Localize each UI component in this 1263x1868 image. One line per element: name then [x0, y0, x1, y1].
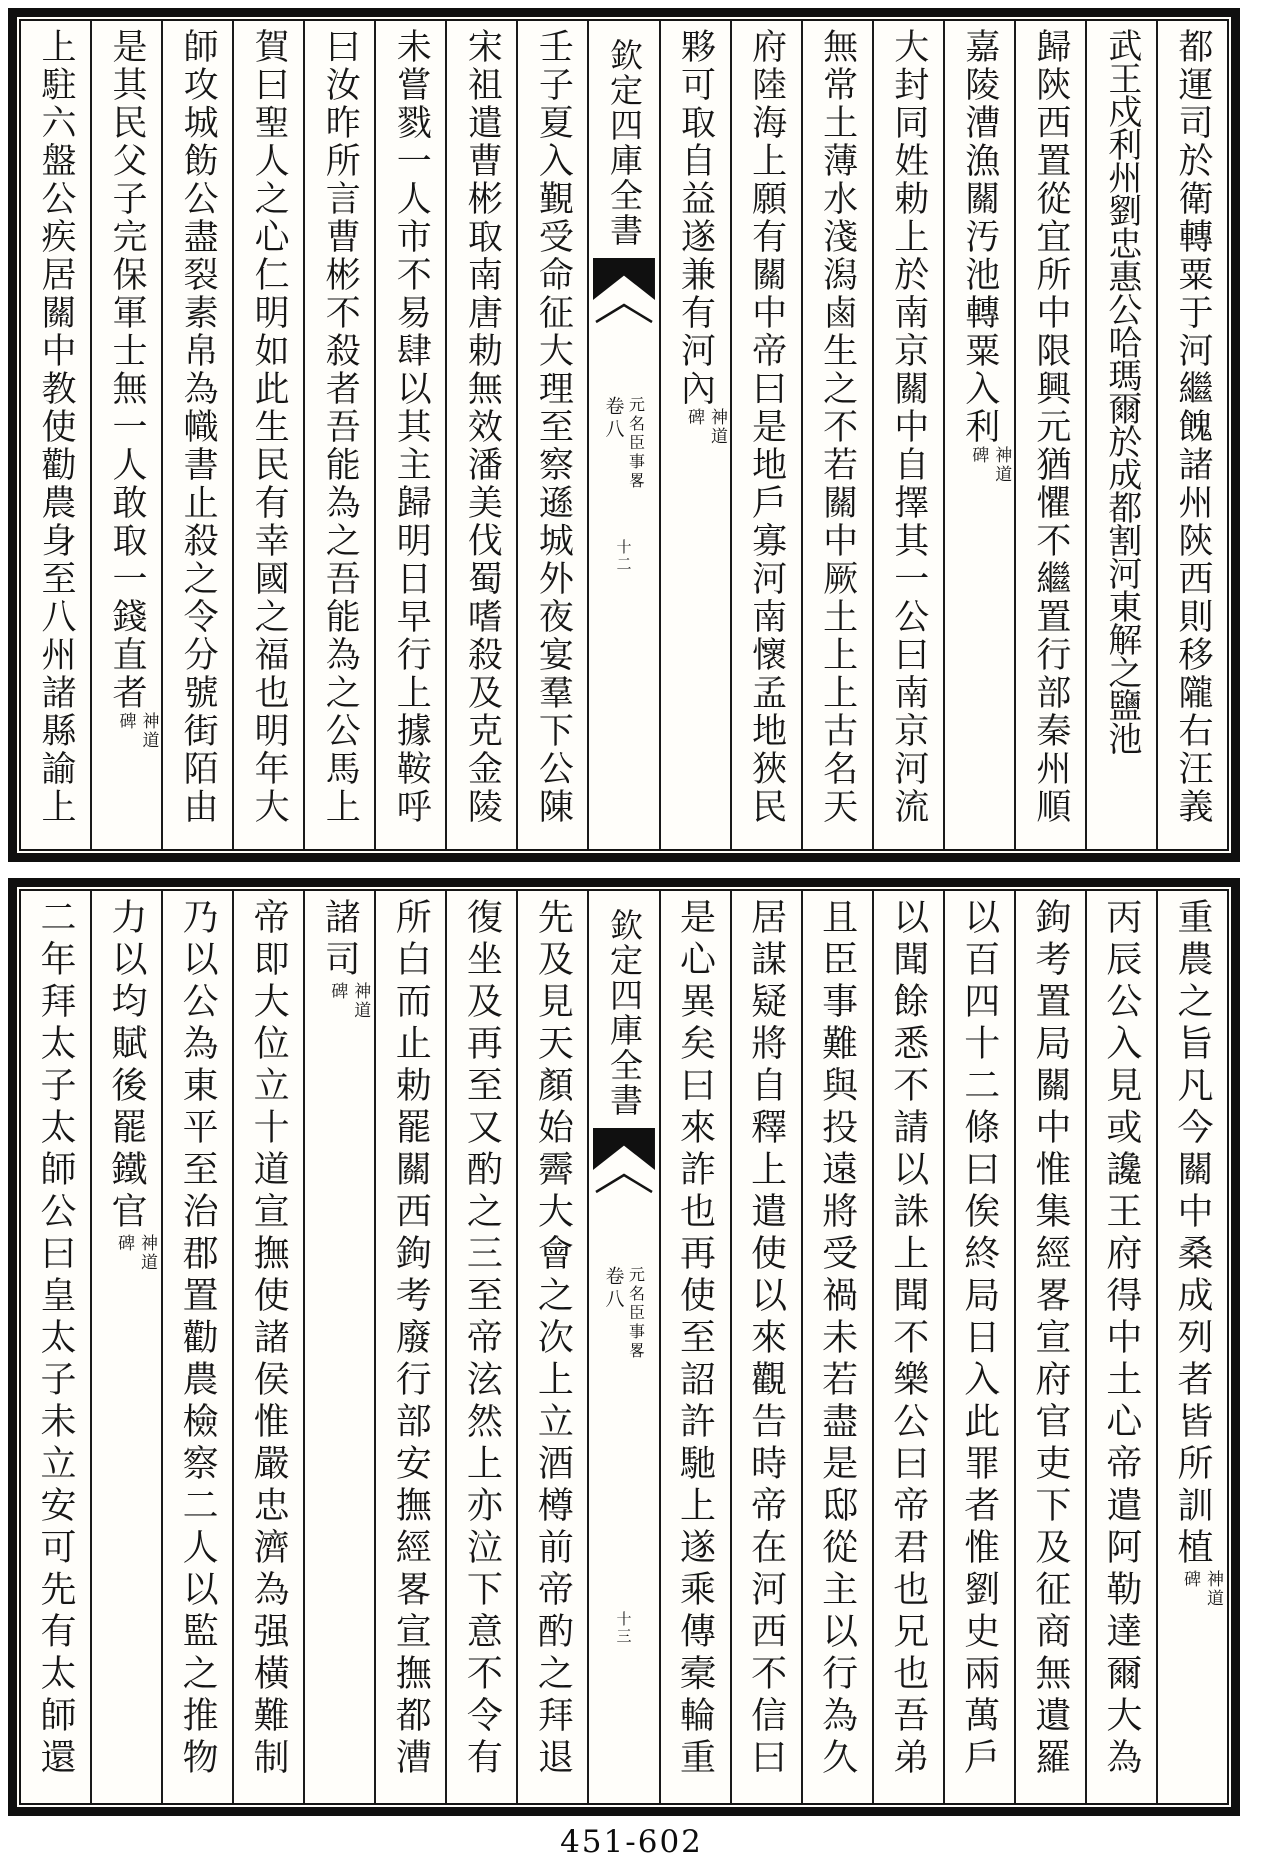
- column-text: 復坐及再至又酌之三至帝泫然上亦泣下意不令有: [461, 898, 503, 1780]
- fishtail-icon: [593, 1128, 655, 1194]
- text-column: [801, 21, 872, 849]
- column-text: 以聞餘悉不請以誅上聞不樂公曰帝君也兄也吾弟: [887, 898, 929, 1780]
- column-text: 力以均賦後罷鐵官 神道 碑: [106, 898, 157, 1272]
- column-text: 未嘗戮一人市不易肆以其主歸明日早行上據鞍呼: [391, 28, 432, 826]
- interlinear-note: [966, 446, 1012, 484]
- interlinear-note: [325, 982, 371, 1020]
- interlinear-note-column: 碑: [115, 712, 136, 731]
- interlinear-note-column: 神道: [137, 1234, 157, 1272]
- text-column: [90, 21, 161, 849]
- text-column: [872, 891, 943, 1803]
- text-column: [303, 21, 374, 849]
- text-column: [1014, 891, 1085, 1803]
- text-column: [90, 891, 161, 1803]
- column-text: 是心異矣曰來詐也再使至詔許馳上遂乘傳槖輪重: [674, 898, 716, 1780]
- column-text: 夥可取自益遂兼有河內 神道 碑: [675, 28, 727, 446]
- column-text: 以百四十二條曰俟終局日入此罪者惟劉史兩萬戶: [958, 898, 1000, 1780]
- text-column: [232, 891, 303, 1803]
- text-column: [872, 21, 943, 849]
- catalog-number: 451-602: [560, 1824, 703, 1860]
- column-text: 上駐六盤公疾居關中教使勸農身至八州諸縣諭上: [35, 28, 76, 826]
- folio-page-recto: [8, 8, 1240, 862]
- text-column: [374, 21, 445, 849]
- interlinear-note-column: 碑: [1179, 1570, 1200, 1589]
- text-column: [730, 21, 801, 849]
- interlinear-note: [682, 408, 728, 446]
- interlinear-note-column: 碑: [968, 446, 989, 465]
- column-text: 是其民父子完保軍士無一人敢取一錢直者 神道 碑: [107, 28, 159, 750]
- text-column: [659, 891, 730, 1803]
- text-column: [943, 21, 1014, 849]
- text-column: [943, 891, 1014, 1803]
- text-column: [21, 891, 90, 1803]
- column-text: 賀曰聖人之心仁明如此生民有幸國之福也明年大: [249, 28, 290, 826]
- column-text: 鉤考置局關中惟集經畧宣府官吏下及征商無遺羅: [1029, 898, 1071, 1780]
- interlinear-note-column: 神道: [991, 446, 1012, 484]
- text-column: [161, 21, 232, 849]
- interlinear-note-column: 神道: [707, 408, 727, 446]
- folio-page-verso: [8, 878, 1240, 1816]
- text-column: [21, 21, 90, 849]
- center-folding-column: [587, 21, 658, 849]
- text-column: [730, 891, 801, 1803]
- column-text: 曰汝昨所言曹彬不殺者吾能為之吾能為之公馬上: [320, 28, 361, 826]
- column-text: 師攻城飭公盡裂素帛為幟書止殺之令分號街陌由: [178, 28, 219, 826]
- interlinear-note-column: 碑: [684, 408, 704, 427]
- column-text: 武王戍利州劉忠惠公哈瑪爾於成都割河東解之鹽池: [1101, 28, 1142, 754]
- fishtail-icon: [593, 258, 655, 324]
- text-column: [1156, 891, 1227, 1803]
- text-column: [232, 21, 303, 849]
- text-column: [516, 891, 587, 1803]
- interlinear-note-column: 神道: [138, 712, 159, 750]
- column-text: 壬子夏入覲受命征大理至察遜城外夜宴羣下公陳: [533, 28, 574, 826]
- column-text: 歸陝西置從宜所中限興元猶懼不繼置行部秦州順: [1030, 28, 1071, 826]
- series-title: 欽定四庫全書: [604, 908, 644, 1118]
- text-column: [1156, 21, 1227, 849]
- text-block-recto: [19, 19, 1229, 851]
- text-column: [659, 21, 730, 849]
- column-text: 所白而止勅罷關西鉤考廢行部安撫經畧宣撫都漕: [390, 898, 432, 1780]
- interlinear-note-column: 神道: [1202, 1570, 1223, 1608]
- interlinear-note: [114, 712, 160, 750]
- column-text: 府陸海上願有關中帝曰是地戶寡河南懷孟地狹民: [746, 28, 787, 826]
- text-column: [516, 21, 587, 849]
- folio-number: 十二: [614, 539, 633, 573]
- work-title: 元名臣事畧: [626, 396, 646, 491]
- work-title: 元名臣事畧: [626, 1266, 646, 1361]
- column-text: 都運司於衛轉粟于河繼餽諸州陝西則移隴右汪義: [1172, 28, 1213, 826]
- column-text: 乃以公為東平至治郡置勸農檢察二人以監之推物: [177, 898, 219, 1780]
- interlinear-note-column: 碑: [327, 982, 348, 1001]
- column-text: 帝即大位立十道宣撫使諸侯惟嚴忠濟為强橫難制: [248, 898, 290, 1780]
- text-column: [445, 891, 516, 1803]
- column-text: 無常土薄水淺潟鹵生之不若關中厥土上上古名天: [817, 28, 858, 826]
- column-text: 先及見天顏始霽大會之次上立酒樽前帝酌之拜退: [532, 898, 574, 1780]
- text-column: [445, 21, 516, 849]
- column-text: 諸司 神道 碑: [319, 898, 371, 1020]
- text-column: [303, 891, 374, 1803]
- text-column: [1014, 21, 1085, 849]
- interlinear-note-column: 碑: [114, 1234, 134, 1253]
- column-text: 二年拜太子太師公曰皇太子未立安可先有太師還: [34, 898, 76, 1780]
- column-text: 居謀疑將自釋上遣使以來觀告時帝在河西不信曰: [745, 898, 787, 1780]
- column-text: 丙辰公入見或讒王府得中土心帝遣阿勒達爾大為: [1100, 898, 1142, 1780]
- text-block-verso: [19, 889, 1229, 1805]
- text-column: [374, 891, 445, 1803]
- column-text: 重農之旨凡今關中桑成列者皆所訓植 神道 碑: [1171, 898, 1223, 1608]
- column-text: 大封同姓勅上於南京關中自擇其一公曰南京河流: [888, 28, 929, 826]
- center-folding-column: [587, 891, 658, 1803]
- column-text: 宋祖遣曹彬取南唐勅無效潘美伐蜀嗜殺及克金陵: [462, 28, 503, 826]
- column-text: 嘉陵漕漁關汚池轉粟入利 神道 碑: [959, 28, 1012, 484]
- folio-number: 十三: [614, 1611, 633, 1645]
- text-column: [1085, 21, 1156, 849]
- interlinear-note-column: 神道: [350, 982, 371, 1020]
- interlinear-note: [1178, 1570, 1224, 1608]
- text-column: [801, 891, 872, 1803]
- text-column: [1085, 891, 1156, 1803]
- series-title: 欽定四庫全書: [604, 38, 644, 248]
- interlinear-note: [112, 1234, 158, 1272]
- text-column: [161, 891, 232, 1803]
- chapter-label: 卷八: [602, 1266, 625, 1312]
- chapter-label: 卷八: [602, 396, 625, 442]
- column-text: 且臣事難與投遠將受禍未若盡是邸從主以行為久: [816, 898, 858, 1780]
